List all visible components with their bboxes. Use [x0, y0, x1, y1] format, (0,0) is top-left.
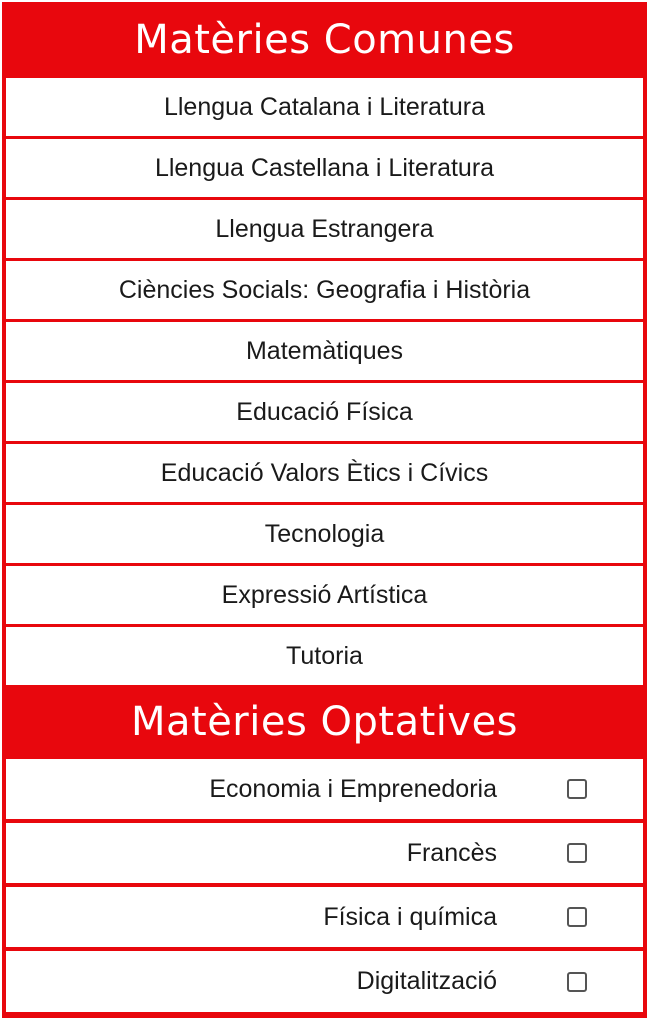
common-subject-label: Matemàtiques: [245, 336, 404, 365]
common-subject-label: Ciències Socials: Geografia i Història: [118, 275, 531, 304]
optional-subject-label: Digitalització: [356, 967, 497, 995]
optional-subject-checkbox[interactable]: [567, 907, 587, 927]
common-subject-row: [6, 261, 643, 319]
common-subject-label: Llengua Catalana i Literatura: [163, 92, 486, 121]
optional-subject-label: Francès: [406, 838, 497, 867]
optional-subject-checkbox[interactable]: [567, 972, 587, 992]
optional-subject-row: [6, 951, 643, 1012]
common-subject-row: [6, 444, 643, 502]
optional-subject-row: [6, 759, 643, 819]
optional-subject-checkbox[interactable]: [567, 779, 587, 799]
optional-subject-row: [6, 823, 643, 883]
common-subject-label: Llengua Estrangera: [215, 214, 434, 243]
common-subject-row: [6, 505, 643, 563]
common-subject-label: Educació Física: [236, 397, 413, 426]
optional-subjects-header: Matèries Optatives: [130, 699, 519, 745]
common-subjects-header: Matèries Comunes: [134, 17, 515, 63]
optional-subject-row: [6, 887, 643, 947]
common-subject-label: Tecnologia: [264, 519, 385, 548]
common-subject-row: [6, 200, 643, 258]
common-subject-row: [6, 383, 643, 441]
optional-subject-label: Economia i Emprenedoria: [209, 774, 497, 803]
optional-subject-checkbox[interactable]: [567, 843, 587, 863]
common-subject-row: [6, 78, 643, 136]
common-subject-label: Tutoria: [286, 641, 363, 670]
common-subject-row: [6, 139, 643, 197]
common-subject-label: Expressió Artística: [221, 580, 428, 609]
common-subject-row: [6, 566, 643, 624]
common-subject-row: [6, 322, 643, 380]
common-subject-label: Educació Valors Ètics i Cívics: [160, 458, 489, 487]
subjects-table: [2, 2, 647, 1018]
common-subject-label: Llengua Castellana i Literatura: [154, 153, 495, 182]
optional-subject-label: Física i química: [323, 902, 497, 931]
common-subject-row: [6, 627, 643, 685]
